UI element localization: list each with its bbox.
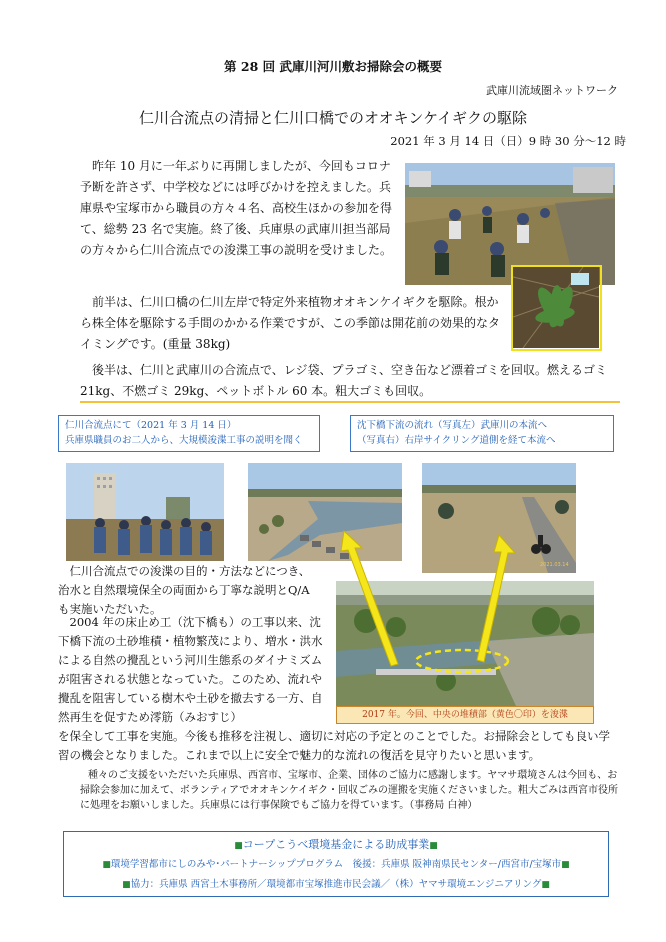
bullet-square-icon: ■ <box>561 860 570 870</box>
conclusion-paragraph: を保全して工事を実施。今後も推移を注視し、適切に対応の予定とのことでした。お掃除会としても良い学習の機会となりました。これまで以上に安全で魅力的な流れの復活を見守りたいと思います。 <box>58 729 610 762</box>
left-caption-line2: 兵庫県職員のお二人から、大規模浚渫工事の説明を聞く <box>65 435 303 446</box>
sponsor-cooperation: 協力：兵庫県 西宮土木事務所／環境都市宝塚推進市民会議／（株）ヤマサ環境エンジニアリング <box>130 879 542 890</box>
left-arrow-icon <box>341 531 398 666</box>
removal-paragraph: 前半は、仁川口橋の仁川左岸で特定外来植物オオキンケイギクを駆除。根から株全体を駆除する手間のかかる作業ですが、この季節は開花前の効果的なタイミングです。(重量 38kg) <box>80 295 501 351</box>
intro-paragraph: 昨年 10 月に一年ぶりに再開しましたが、今回もコロナ予断を許さず、中学校などには呼びかけを控えました。兵庫県や宝塚市から職員の方々４名、高校生ほかの参加を得て、総勢 23 名で実施。終了後、兵庫県の武庫川担当部局の方々から仁川合流点での浚渫工事の説明を受けました。 <box>80 159 393 257</box>
sponsor-fund: コープこうべ環境基金による助成事業 <box>242 838 430 851</box>
bullet-square-icon: ■ <box>429 841 438 851</box>
organization-name: 武庫川流域圏ネットワーク <box>486 84 618 97</box>
sponsor-box <box>63 831 609 897</box>
collection-paragraph: 後半は、仁川と武庫川の合流点で、レジ袋、プラゴミ、空き缶など漂着ゴミを回収。燃えるゴミ 21kg、不燃ゴミ 29kg、ペットボトル 60 本。粗大ゴミも回収。 <box>80 363 607 398</box>
event-date: 2021 年 3 月 14 日（日）9 時 30 分～12 時 <box>390 134 626 148</box>
bullet-square-icon: ■ <box>234 841 243 851</box>
issue-title: 第 28 回 武庫川河川敷お掃除会の概要 <box>224 59 442 74</box>
acknowledgement-paragraph: 種々のご支援をいただいた兵庫県、西宮市、宝塚市、企業、団体のご協力に感謝します。ヤマサ環境さんは今回も、お掃除会参加に加えて、ボランティアでオオキンケイギク・回収ごみの運搬を実施くださいました。粗大ごみは西宮市役所に処理をお願いしました。兵庫県には行事保険でもご協力を得ています。（事務局 白神） <box>80 770 618 811</box>
sponsor-support: 環境学習都市にしのみや･パートナーシッププログラム 後援：兵庫県 阪神南県民センター/西宮市/宝塚市 <box>110 859 562 870</box>
bullet-square-icon: ■ <box>102 860 111 870</box>
bullet-square-icon: ■ <box>122 880 131 890</box>
aerial-photo-caption: 2017 年。今回、中央の堆積部（黄色〇印）を浚渫 <box>336 706 594 724</box>
bullet-square-icon: ■ <box>541 880 550 890</box>
right-caption-line1: 沈下橋下流の流れ（写真左）武庫川の本流へ <box>357 420 548 431</box>
history-paragraph: 2004 年の床止め工（沈下橋も）の工事以来、沈下橋下流の土砂堆積・植物繁茂により、増水・洪水による自然の攪乱という河川生態系のダイナミズムが阻害される状態となっていた。このため、流れや攪乱を阻害している樹木や土砂を撤去する一方、自然再生を促すため澪筋（みおすじ） <box>58 615 323 724</box>
left-caption-line1: 仁川合流点にて（2021 年 3 月 14 日） <box>65 420 237 431</box>
page-title: 仁川合流点の清掃と仁川口橋でのオオキンケイギクの駆除 <box>138 109 528 127</box>
explanation-paragraph: 仁川合流点での浚渫の目的・方法などにつき、治水と自然環境保全の両面から丁寧な説明とQ/A も実施いただいた。 <box>58 564 311 616</box>
photo-date-stamp: 2021.03.14 <box>540 562 569 568</box>
right-arrow-icon <box>477 535 515 662</box>
right-caption-line2: （写真右）右岸サイクリング道側を経て本流へ <box>357 435 556 446</box>
